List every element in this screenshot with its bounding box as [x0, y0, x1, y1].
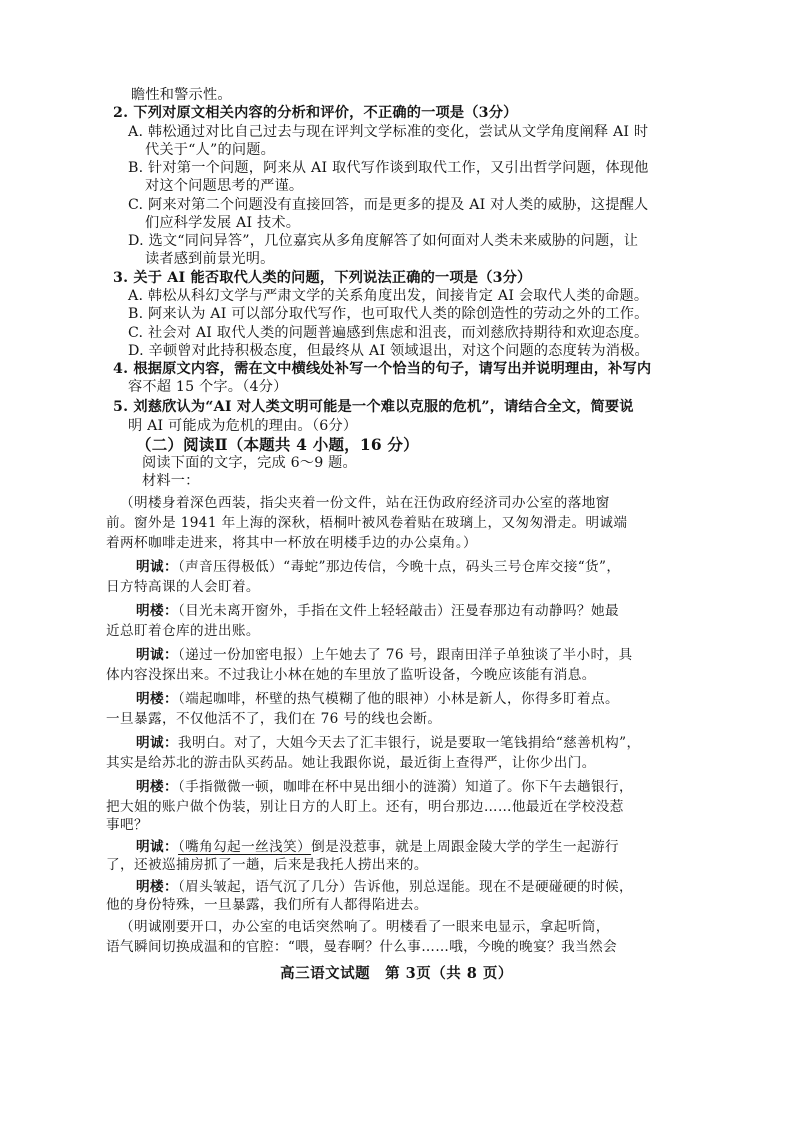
instruction-text: 阅读下面的文字，完成 6～9 题。	[142, 455, 357, 471]
dialogue-line	[106, 798, 624, 816]
question-5-stem: 5. 刘慈欣认为“AI 对人类文明可能是一个难以克服的危机”，请结合全文，简要说	[113, 399, 634, 415]
text-line: 对这个问题思考的严谨。	[145, 178, 304, 194]
dialogue-line: 体内容没探出来。不过我让小林在她的车里放了监听设备，今晚应该能有消息。	[106, 667, 596, 683]
dialogue-text: （端起咖啡，杯壁的热气模糊了他的眼神）小林是新人，你得多盯着点。	[177, 691, 619, 707]
stage-direction: （明楼身着深色西装，指尖夹着一份文件，站在汪伪政府经济司办公室的落地窗	[120, 495, 610, 511]
dialogue-line	[106, 856, 428, 874]
speaker-label: 明楼：	[136, 879, 178, 895]
page-footer: 高三语文试题 第 3页（共 8 页）	[280, 965, 513, 982]
question-3-option-b: B. 阿来认为 AI 可以部分取代写作，也可取代人类的除创造性的劳动之外的工作。	[128, 306, 649, 322]
dialogue-line	[136, 878, 633, 896]
speaker-label: 明楼：	[136, 603, 178, 619]
dialogue-line	[136, 778, 633, 796]
material-label: 材料一：	[142, 473, 200, 489]
text-line: 瞻性和警示性。	[131, 87, 232, 103]
speaker-label: 明诚：	[136, 647, 178, 663]
section-heading: （二）阅读Ⅱ（本题共 4 小题，16 分）	[136, 435, 419, 454]
question-3-stem: 3. 关于 AI 能否取代人类的问题，下列说法正确的一项是（3分）	[113, 270, 532, 286]
underlined-phrase: （嘴角勾起一丝浅笑）	[177, 839, 312, 855]
dialogue-line	[106, 896, 428, 914]
question-2-option-b: B. 针对第一个问题，阿来从 AI 取代写作谈到取代工作，又引出哲学问题，体现他	[128, 160, 649, 176]
stage-direction: 前。窗外是 1941 年上海的深秋，梧桐叶被风卷着贴在玻璃上，又匆匆滑走。明诚端	[106, 515, 628, 531]
dialogue-line: 近总盯着仓库的进出账。	[106, 623, 260, 639]
speaker-label: 明诚：	[136, 735, 178, 751]
question-3-option-d: D. 辛顿曾对此持积极态度，但最终从 AI 领域退出，对这个问题的态度转为消极。	[128, 343, 649, 359]
stage-direction: 着两杯咖啡走进来，将其中一杯放在明楼手边的办公桌角。）	[106, 535, 478, 551]
stage-direction: 语气瞬间切换成温和的官腔：“喂，曼春啊？什么事……哦，今晚的晚宴？我当然会	[106, 939, 618, 955]
dialogue-line	[136, 734, 640, 752]
question-2-stem: 2. 下列对原文相关内容的分析和评价，不正确的一项是（3分）	[113, 105, 518, 121]
dialogue-line	[136, 838, 619, 856]
dialogue-line	[136, 690, 619, 708]
dialogue-line: 其实是给苏北的游击队买药品。她让我跟你说，最近街上查得严，让你少出门。	[106, 755, 596, 771]
text-line: 容不超 15 个字。（4分）	[128, 379, 288, 395]
dialogue-text: （手指微微一顿，咖啡在杯中晃出细小的涟漪）知道了。你下午去趟银行，	[177, 779, 633, 795]
dialogue-line	[136, 558, 620, 576]
dialogue-text: 事吧？	[106, 817, 148, 833]
text-line: 读者感到前景光明。	[145, 251, 275, 267]
speaker-label: 明诚：	[136, 839, 178, 855]
speaker-label: 明楼：	[136, 691, 178, 707]
dialogue-line	[106, 816, 148, 834]
dialogue-text: （递过一份加密电报）上午她去了 76 号，跟南田洋子单独谈了半小时，具	[177, 647, 633, 663]
text-line: 们应科学发展 AI 技术。	[145, 215, 301, 231]
dialogue-text: （目光未离开窗外，手指在文件上轻轻敲击）汪曼春那边有动静吗？她最	[177, 603, 619, 619]
dialogue-text: 把大姐的账户做个伪装，别让日方的人盯上。还有，明台那边……他最近在学校没惹	[106, 799, 624, 815]
dialogue-text: 倒是没惹事，就是上周跟金陵大学的学生一起游行	[311, 839, 619, 855]
question-3-option-a: A. 韩松从科幻文学与严肃文学的关系角度出发，间接肯定 AI 会取代人类的命题。	[128, 288, 649, 304]
dialogue-line	[136, 602, 619, 620]
question-4-stem: 4. 根据原文内容，需在文中横线处补写一个恰当的句子，请写出并说明理由，补写内	[113, 361, 652, 377]
dialogue-text: 了，还被巡捕房抓了一趟，后来是我托人捞出来的。	[106, 857, 428, 873]
speaker-label: 明楼：	[136, 779, 178, 795]
question-2-option-c: C. 阿来对第二个问题没有直接回答，而是更多的提及 AI 对人类的威胁，这提醒人	[128, 197, 649, 213]
dialogue-line: 日方特高课的人会盯着。	[106, 579, 260, 595]
dialogue-text: 他的身份特殊，一旦暴露，我们所有人都得陷进去。	[106, 897, 428, 913]
text-line: 代关于“人”的问题。	[145, 142, 276, 158]
dialogue-text: 我明白。对了，大姐今天去了汇丰银行，说是要取一笔钱捐给“慈善机构”，	[177, 735, 641, 751]
question-3-option-c: C. 社会对 AI 取代人类的问题普遍感到焦虑和沮丧，而刘慈欣持期待和欢迎态度。	[128, 325, 649, 341]
speaker-label: 明诚：	[136, 559, 178, 575]
dialogue-line	[136, 646, 633, 664]
question-2-option-d: D. 选文“同问异答”，几位嘉宾从多角度解答了如何面对人类未来威胁的问题，让	[128, 233, 639, 249]
dialogue-line: 一旦暴露，不仅他活不了，我们在 76 号的线也会断。	[106, 711, 442, 727]
stage-direction: （明诚刚要开口，办公室的电话突然响了。明楼看了一眼来电显示，拿起听筒，	[120, 919, 610, 935]
dialogue-text: （眉头皱起，语气沉了几分）告诉他，别总逞能。现在不是硬碰硬的时候，	[177, 879, 633, 895]
dialogue-text: （声音压得极低）“毒蛇”那边传信，今晚十点，码头三号仓库交接“货”，	[177, 559, 621, 575]
text-line: 明 AI 可能成为危机的理由。（6分）	[128, 418, 358, 434]
question-2-option-a: A. 韩松通过对比自己过去与现在评判文学标准的变化，尝试从文学角度阐释 AI 时	[128, 124, 649, 140]
